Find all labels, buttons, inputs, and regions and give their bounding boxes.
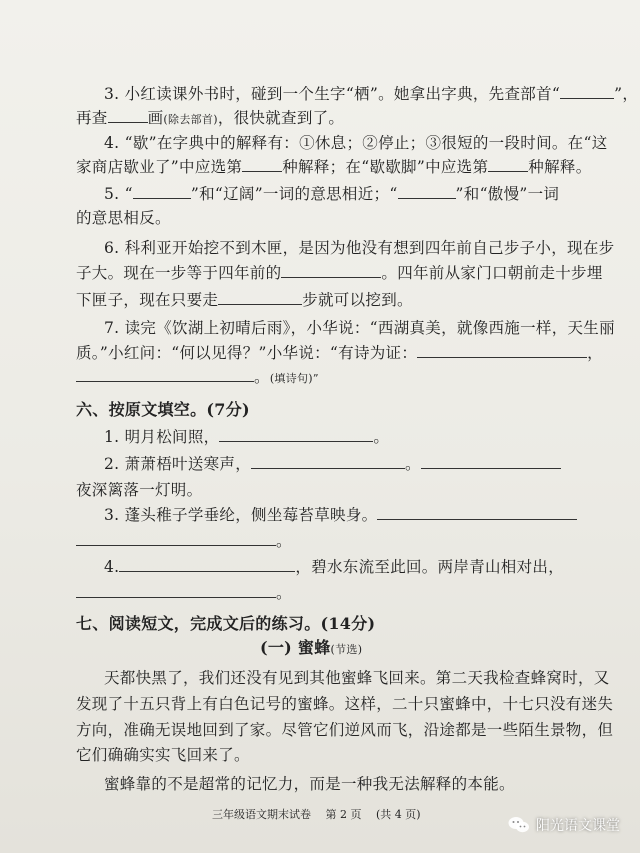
- q4-line1: [104, 133, 608, 153]
- q4-blank1[interactable]: [242, 157, 282, 172]
- q4-text-d: 种解释。: [528, 158, 592, 176]
- sec6-q2-mid: 。: [405, 455, 421, 473]
- q7-blank2[interactable]: [76, 367, 254, 382]
- passage-line4: 它们确确实实飞回来了。: [76, 746, 250, 764]
- q7-note: (填诗句)”: [269, 372, 319, 385]
- q6-blank1[interactable]: [281, 263, 381, 278]
- sec6-q3-blank1[interactable]: [377, 505, 577, 520]
- sec6-q3-end: 。: [276, 532, 292, 550]
- q7-text-b: 质。”小红问：“何以见得？”小华说：“有诗为证：: [76, 344, 418, 362]
- sec6-q4-text: ，碧水东流至此回。两岸青山相对出，: [295, 558, 564, 576]
- q5-text-a: 5. “: [104, 185, 133, 203]
- watermark: [508, 815, 620, 835]
- sec6-q4-num: 4.: [104, 558, 120, 576]
- sec6-q4: [104, 557, 564, 577]
- q3-text-d: 画: [147, 109, 164, 127]
- q3-text-b: ”，: [614, 85, 639, 103]
- sec6-q2-text: 2. 萧萧梧叶送寒声，: [104, 455, 252, 473]
- q6-text-a: 6. 科利亚开始挖不到木匣，是因为他没有想到四年前自己步子小，现在步: [104, 239, 615, 257]
- q7-line1: [104, 318, 615, 338]
- sec6-q4-blank1[interactable]: [119, 557, 295, 572]
- q5-blank1[interactable]: [133, 184, 191, 199]
- q5-blank2[interactable]: [398, 184, 456, 199]
- q3-text-c: 再查: [76, 109, 108, 127]
- q6-text-d: 下匣子，现在只要走: [76, 291, 219, 309]
- sec6-q4-blank2[interactable]: [76, 583, 276, 598]
- section7-title: 七、阅读短文，完成文后的练习。(14分): [76, 614, 376, 633]
- q3-blank1[interactable]: [560, 84, 614, 99]
- sec6-q2-blank1[interactable]: [251, 454, 405, 469]
- sec6-q1-end: 。: [373, 428, 390, 446]
- q4-text-c: 种解释；在“歇歇脚”中应选第: [282, 158, 489, 176]
- q6-line1: [104, 238, 614, 258]
- section6-title: 六、按原文填空。(7分): [76, 400, 250, 419]
- q4-text-a: 4. “歇”在字典中的解释有：①休息；②停止；③很短的一段时间。在“这: [104, 134, 608, 152]
- q3-line2: [76, 108, 344, 130]
- passage-title: [260, 638, 362, 660]
- passage-line1: 天都快黑了，我们还没有见到其他蜜蜂飞回来。第二天我检查蜂窝时，又: [104, 669, 610, 687]
- passage-line3: 方向，准确无误地回到了家。尽管它们逆风而飞，沿途都是一些陌生景物，但: [76, 721, 614, 739]
- sec6-q1-blank[interactable]: [219, 427, 373, 442]
- sec6-q3-line2: [76, 531, 292, 551]
- q5-text-b: ”和“辽阔”一词的意思相近；“: [190, 185, 398, 203]
- q7-text-d: 。: [254, 368, 270, 386]
- q6-line3: [76, 290, 413, 310]
- sec6-q2: [104, 454, 561, 474]
- sec6-q4-end: 。: [276, 584, 292, 602]
- passage-title-note: (节选): [330, 643, 363, 656]
- q5-line1: [104, 184, 559, 204]
- watermark-label: 阳光语文课堂: [536, 818, 620, 834]
- q7-blank1[interactable]: [417, 343, 587, 358]
- q4-line2: [76, 157, 592, 177]
- q3-text-f: ，很快就查到了。: [217, 109, 345, 127]
- passage-line5: 蜜蜂靠的不是超常的记忆力，而是一种我无法解释的本能。: [104, 775, 515, 793]
- sec6-q4-line2: [76, 583, 292, 603]
- q6-text-c: 。四年前从家门口朝前走十步埋: [381, 264, 603, 282]
- wechat-icon: [508, 816, 530, 834]
- sec6-q1: [104, 427, 389, 447]
- passage-line2: 发现了十五只背上有白色记号的蜜蜂。这样，二十只蜜蜂中，十七只没有迷失: [76, 695, 614, 713]
- q5-line2: [76, 208, 171, 228]
- q7-line3: [76, 367, 319, 389]
- sec6-q3-blank2[interactable]: [76, 531, 276, 546]
- passage-title-text: (一) 蜜蜂: [260, 638, 331, 657]
- q6-blank2[interactable]: [218, 290, 302, 305]
- sec6-q3-text: 3. 蓬头稚子学垂纶，侧坐莓苔草映身。: [104, 506, 378, 524]
- sec6-q2-blank2[interactable]: [421, 454, 561, 469]
- q6-text-b: 子大。现在一步等于四年前的: [76, 264, 282, 282]
- q7-text-a: 7. 读完《饮湖上初晴后雨》，小华说：“西湖真美，就像西施一样，天生丽: [104, 319, 615, 337]
- q5-text-c: ”和“傲慢”一词: [455, 185, 560, 203]
- page-footer: 三年级语文期末试卷 第 2 页 (共 4 页): [212, 808, 421, 821]
- q6-text-e: 步就可以挖到。: [302, 291, 413, 309]
- q6-line2: [76, 263, 603, 283]
- q5-text-d: 的意思相反。: [76, 209, 171, 227]
- q3-note: (除去部首): [163, 113, 218, 126]
- q4-blank2[interactable]: [488, 157, 528, 172]
- q7-line2: [76, 343, 603, 363]
- sec6-q1-text: 1. 明月松间照，: [104, 428, 220, 446]
- q7-text-c: ，: [587, 344, 603, 362]
- q3-text-a: 3. 小红读课外书时，碰到一个生字“栖”。她拿出字典，先查部首“: [104, 85, 561, 103]
- sec6-q2-line2: 夜深篱落一灯明。: [76, 481, 203, 499]
- sec6-q3: [104, 505, 577, 525]
- q4-text-b: 家商店歇业了”中应选第: [76, 158, 243, 176]
- q3-blank2[interactable]: [108, 108, 148, 123]
- q3-line1: [104, 84, 638, 104]
